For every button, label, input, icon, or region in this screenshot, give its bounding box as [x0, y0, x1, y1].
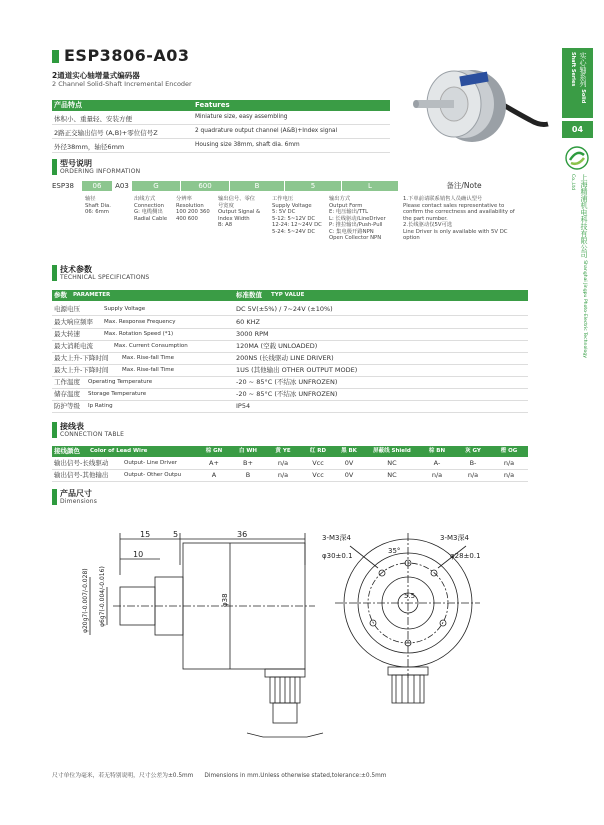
- order-note: the part number.: [403, 215, 448, 222]
- conn-label-cn: 输出信号-其他输出: [54, 471, 109, 479]
- connection-marker: [52, 422, 57, 438]
- features-row: [52, 139, 390, 153]
- order-col-text: 400 600: [176, 215, 198, 222]
- wire-color: 棕 BN: [428, 448, 446, 454]
- wire-color: 棕 GN: [205, 448, 223, 454]
- conn-value: A: [211, 471, 217, 479]
- wire-color: 屏蔽线 Shield: [373, 448, 411, 454]
- spec-row: [52, 303, 528, 316]
- spec-en: Max. Rise-fall Time: [122, 367, 175, 373]
- wire-color: 灰 GY: [465, 448, 481, 454]
- connection-row: [52, 458, 528, 470]
- spec-cn: 储存温度: [54, 390, 80, 398]
- specs-title-en: TECHNICAL SPECIFICATIONS: [60, 274, 150, 281]
- order-col-text: 轴径: [85, 196, 96, 202]
- order-col-text: Open Collector NPN: [329, 235, 382, 241]
- spec-row: [52, 400, 528, 413]
- conn-value: NC: [387, 459, 397, 467]
- conn-value: Vcc: [312, 459, 324, 467]
- dim-label: φ38: [221, 593, 229, 607]
- order-col-text: 号宽度: [218, 202, 234, 209]
- company-en: Shanghai Jingpu Photo-Electric Technology Co.,Ltd: [570, 174, 587, 358]
- features-header-en: Features: [195, 101, 230, 109]
- spec-cn: 最大上升-下降时间: [54, 366, 109, 374]
- spec-cn: 最大响应频率: [54, 318, 93, 326]
- product-image: [400, 60, 550, 155]
- dim-label: φ20g7(-0.007/-0.028): [82, 568, 89, 633]
- footer-note: 尺寸单位为毫米，若无特别说明，尺寸公差为±0.5mm Dimensions in mm.Unless otherwise stated,tolerance:±0.5mm: [52, 773, 387, 779]
- connection-title-en: CONNECTION TABLE: [60, 431, 125, 438]
- company-name: [566, 174, 590, 374]
- series-en: Solid Shaft Series: [570, 52, 586, 104]
- wire-color: 黑 BK: [341, 448, 357, 454]
- order-col-text: C: 集电极开路NPN: [329, 228, 374, 235]
- series-cn: 实心轴系列: [579, 52, 587, 87]
- specs-header-value-cn: 标准数值: [236, 291, 262, 299]
- spec-cn: 防护等级: [54, 402, 80, 410]
- side-view-drawing: [65, 525, 330, 755]
- specs-header-param-cn: 参数: [54, 291, 67, 299]
- order-code-resolution: 600: [181, 181, 229, 191]
- order-col-text: L: 长线驱动/LineDriver: [329, 215, 386, 222]
- conn-value: n/a: [503, 459, 515, 467]
- order-col-text: B: A8: [218, 222, 233, 228]
- dim-label: 15: [140, 530, 151, 539]
- conn-label-cn: 输出信号-长线驱动: [54, 459, 109, 467]
- connection-header-cn: 接线颜色: [54, 447, 80, 455]
- order-col-shaft: [85, 196, 111, 216]
- order-col-text: Index Width: [218, 215, 250, 222]
- order-note: 2.长线驱动仅5V可选: [403, 222, 453, 228]
- order-col-text: Connection: [134, 202, 164, 209]
- order-col-text: 12-24: 12~24V DC: [272, 222, 322, 228]
- order-col-form: [329, 196, 386, 242]
- order-notes: [403, 196, 515, 242]
- order-code-shaft: 06: [82, 181, 112, 191]
- page-number: 04: [571, 125, 584, 134]
- order-col-text: Supply Voltage: [272, 202, 312, 209]
- connection-title-cn: 接线表: [60, 422, 84, 431]
- dim-label: 3-M3深4: [440, 534, 469, 542]
- order-col-text: P: 推拉输出/Push-Pull: [329, 222, 383, 228]
- spec-en: Max. Rotation Speed (*1): [104, 331, 174, 337]
- order-code-connection: G: [132, 181, 180, 191]
- features-row: [52, 111, 390, 125]
- specs-marker: [52, 265, 57, 281]
- ordering-title-en: ORDERING INFORMATION: [60, 168, 141, 175]
- dimensions-marker: [52, 489, 57, 505]
- order-code-voltage: 5: [285, 181, 341, 191]
- order-col-voltage: [272, 196, 322, 235]
- order-remark-header: 备注/Note: [446, 181, 482, 190]
- dim-label: 35°: [388, 547, 401, 555]
- spec-cn: 最大消耗电流: [54, 342, 93, 350]
- connection-header: [52, 446, 528, 457]
- feature-en: Miniature size, easy assembling: [195, 114, 288, 120]
- order-code-bar: [52, 181, 528, 191]
- conn-value: B+: [243, 459, 253, 467]
- order-col-text: Output Signal &: [218, 209, 261, 215]
- order-col-resolution: [176, 196, 210, 222]
- spec-en: Ip Rating: [88, 403, 113, 409]
- conn-value: B: [245, 471, 251, 479]
- order-col-text: 06: 6mm: [85, 209, 109, 215]
- title-marker: [52, 50, 59, 63]
- wire-color: 黄 YE: [275, 448, 291, 454]
- feature-cn: 2路正交输出信号 (A,B)+零位信号Z: [54, 129, 158, 137]
- wire-color: 白 WH: [238, 448, 258, 454]
- spec-value: 120MA (空载 UNLOADED): [236, 342, 318, 350]
- feature-en: 2 quadrature output channel (A&B)+Index signal: [195, 128, 338, 134]
- order-col-text: 分辨率: [176, 196, 192, 202]
- order-col-text: 出线方式: [134, 196, 156, 202]
- order-col-text: 5-24: 5~24V DC: [272, 228, 316, 235]
- order-code-output: B: [230, 181, 284, 191]
- dim-label: φ6g7(-0.004/-0.016): [99, 566, 106, 627]
- order-code-form: L: [342, 181, 398, 191]
- spec-value: -20 ~ 85°C (不结冰 UNFROZEN): [236, 378, 338, 386]
- order-col-text: E: 电压输出/TTL: [329, 209, 369, 215]
- spec-en: Max. Response Frequency: [104, 319, 176, 325]
- conn-label-en: Output- Other Outpu: [124, 472, 182, 478]
- company-cn: 上海精浦机电科技有限公司: [580, 174, 588, 258]
- front-view-drawing: [320, 528, 495, 753]
- dim-label: 5: [173, 530, 179, 539]
- subtitle-en: 2 Channel Solid-Shaft Incremental Encoder: [52, 80, 192, 88]
- conn-label-en: Output- Line Driver: [124, 460, 177, 466]
- spec-en: Supply Voltage: [104, 306, 146, 312]
- order-col-output: [218, 196, 260, 229]
- model-title: ESP3806-A03: [64, 46, 190, 65]
- order-col-connection: [134, 196, 167, 222]
- spec-cn: 最大转速: [54, 330, 80, 338]
- spec-cn: 工作温度: [54, 378, 80, 386]
- spec-value: 60 KHZ: [236, 318, 260, 326]
- order-code-prefix: ESP38: [52, 182, 74, 190]
- feature-cn: 外径38mm，轴径6mm: [54, 143, 125, 151]
- specs-header-param-en: PARAMETER: [73, 292, 111, 298]
- order-note: confirm the correctness and availability of: [403, 209, 515, 215]
- spec-value: DC 5V(±5%) / 7~24V (±10%): [236, 305, 333, 313]
- order-col-text: Output Form: [329, 202, 363, 209]
- company-logo: [565, 146, 589, 170]
- dim-label: φ28±0.1: [450, 552, 481, 560]
- order-col-text: Resolution: [176, 202, 204, 209]
- conn-value: Vcc: [312, 471, 324, 479]
- specs-title-cn: 技术参数: [60, 265, 92, 274]
- spec-value: -20 ~ 85°C (不结冰 UNFROZEN): [236, 390, 338, 398]
- order-code-series: A03: [115, 182, 129, 190]
- spec-value: IP54: [236, 402, 251, 410]
- conn-value: 0V: [344, 471, 354, 479]
- conn-value: n/a: [277, 471, 289, 479]
- conn-value: NC: [387, 471, 397, 479]
- dim-label: φ30±0.1: [322, 552, 353, 560]
- specs-header: [52, 290, 528, 301]
- dimensions-title-en: Dimensions: [60, 498, 98, 505]
- spec-cn: 电源电压: [54, 305, 80, 313]
- order-col-text: 工作电压: [272, 196, 294, 202]
- order-col-text: 5-12: 5~12V DC: [272, 215, 316, 222]
- conn-value: B-: [469, 459, 477, 467]
- order-col-text: Shaft Dia.: [85, 202, 111, 209]
- spec-cn: 最大上升-下降时间: [54, 354, 109, 362]
- connection-row: [52, 470, 528, 482]
- order-col-text: 输出方式: [329, 196, 351, 202]
- dim-label: 36: [237, 530, 248, 539]
- order-col-text: 输出信号、零位: [218, 196, 256, 202]
- dim-label: 5.5: [404, 592, 416, 600]
- order-col-text: 5: 5V DC: [272, 209, 296, 215]
- dim-label: 10: [133, 550, 144, 559]
- spec-value: 3000 RPM: [236, 330, 269, 338]
- order-note: Line Driver is only available with 5V DC: [403, 228, 508, 235]
- spec-en: Storage Temperature: [88, 391, 147, 397]
- order-col-text: Radial Cable: [134, 215, 168, 222]
- conn-value: 0V: [344, 459, 354, 467]
- ordering-title-cn: 型号说明: [60, 159, 92, 168]
- wire-color: 橙 OG: [500, 448, 518, 454]
- spec-value: 1US (其他输出 OTHER OUTPUT MODE): [236, 366, 358, 374]
- specs-header-value-en: TYP VALUE: [271, 292, 305, 298]
- conn-value: n/a: [431, 471, 443, 479]
- order-col-text: G: 电缆侧出: [134, 209, 163, 215]
- order-note: 1.下单前请联系销售人员确认型号: [403, 196, 483, 202]
- features-row: [52, 125, 390, 139]
- wire-color: 红 RD: [309, 448, 327, 454]
- dimensions-title-cn: 产品尺寸: [60, 489, 92, 498]
- spec-en: Operating Temperature: [88, 379, 153, 385]
- ordering-marker: [52, 159, 57, 175]
- conn-value: n/a: [277, 459, 289, 467]
- conn-value: n/a: [503, 471, 515, 479]
- order-col-text: 100 200 360: [176, 209, 210, 215]
- connection-header-en: Color of Lead Wire: [90, 448, 148, 454]
- conn-value: n/a: [467, 471, 479, 479]
- spec-value: 200NS (长线驱动 LINE DRIVER): [236, 354, 334, 362]
- features-header-cn: 产品特点: [54, 101, 82, 109]
- order-note: Please contact sales representative to: [403, 202, 505, 209]
- conn-value: A-: [433, 459, 441, 467]
- dim-label: 3-M3深4: [322, 534, 351, 542]
- feature-en: Housing size 38mm, shaft dia. 6mm: [195, 142, 300, 148]
- side-tab-series: [568, 52, 588, 114]
- conn-value: A+: [209, 459, 219, 467]
- order-note: option: [403, 235, 420, 241]
- feature-cn: 体积小、重量轻、安装方便: [54, 115, 132, 123]
- spec-en: Max. Rise-fall Time: [122, 355, 175, 361]
- spec-en: Max. Current Consumption: [114, 343, 188, 349]
- subtitle-cn: 2通道实心轴增量式编码器: [52, 71, 140, 80]
